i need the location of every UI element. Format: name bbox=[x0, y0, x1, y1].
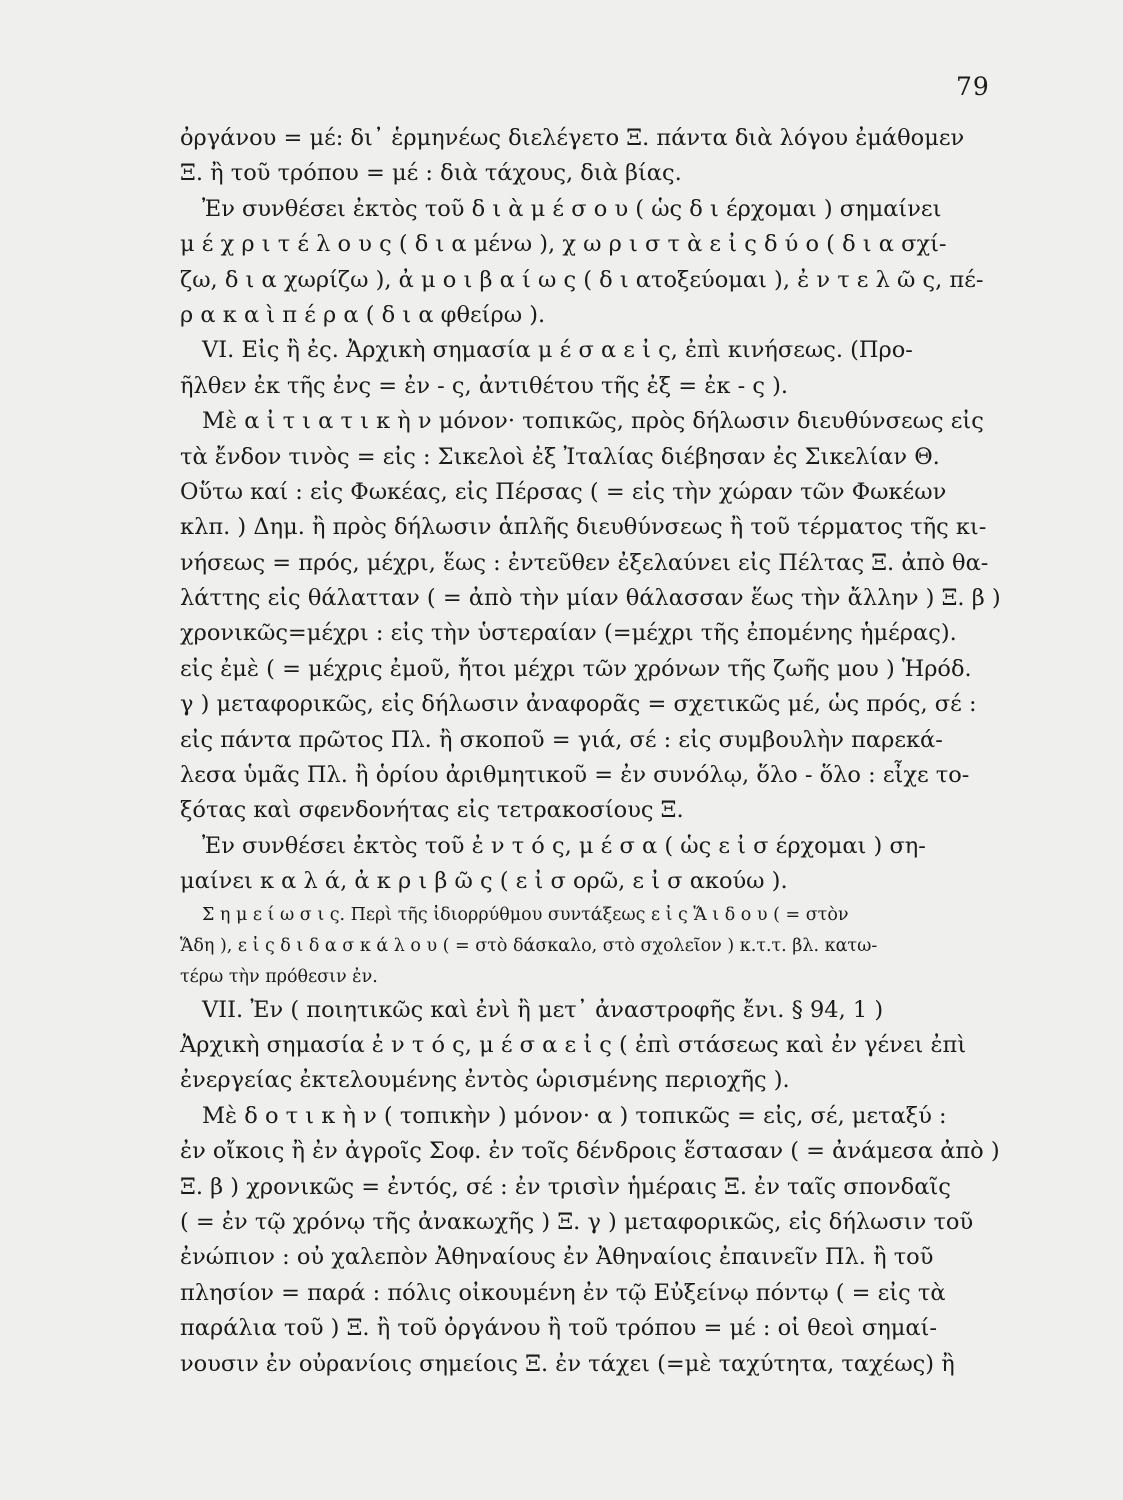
body-text bbox=[180, 121, 1001, 1382]
text-line: νουσιν ἐν οὐρανίοις σημείοις Ξ. ἐν τάχει (=μὲ ταχύτητα, ταχέως) ἢ bbox=[180, 1350, 955, 1377]
text-line: Ἐν συνθέσει ἐκτὸς τοῦ ἐ ν τ ό ς, μ έ σ α ( ὡς ε ἰ σ έρχομαι ) ση- bbox=[202, 832, 926, 859]
text-line: γ ) μεταφορικῶς, εἰς δήλωσιν ἀναφορᾶς = σχετικῶς μέ, ὡς πρός, σέ : bbox=[180, 691, 977, 718]
text-line: εἰς πάντα πρῶτος Πλ. ἢ σκοποῦ = γιά, σέ : εἰς συμβουλὴν παρεκά- bbox=[180, 726, 943, 753]
text-line: Μὲ δ ο τ ι κ ὴ ν ( τοπικὴν ) μόνον· α ) τοπικῶς = εἰς, σέ, μεταξύ : bbox=[202, 1102, 947, 1129]
text-line: Ξ. β ) χρονικῶς = ἐντός, σέ : ἐν τρισὶν ἡμέραις Ξ. ἐν ταῖς σπονδαῖς bbox=[180, 1173, 951, 1200]
text-line: πλησίον = παρά : πόλις οἰκουμένη ἐν τῷ Εὐξείνῳ πόντῳ ( = εἰς τὰ bbox=[180, 1279, 946, 1306]
text-line: Ἀρχικὴ σημασία ἐ ν τ ό ς, μ έ σ α ε ἰ ς ( ἐπὶ στάσεως καὶ ἐν γένει ἐπὶ bbox=[180, 1031, 967, 1058]
text-line: ἐνώπιον : οὐ χαλεπὸν Ἀθηναίους ἐν Ἀθηναίοις ἐπαινεῖν Πλ. ἢ τοῦ bbox=[180, 1244, 934, 1271]
text-line: Ξ. ἢ τοῦ τρόπου = μέ : διὰ τάχους, διὰ βίας. bbox=[180, 160, 682, 187]
text-line: λεσα ὑμᾶς Πλ. ἢ ὁρίου ἀριθμητικοῦ = ἐν συνόλῳ, ὅλο - ὅλο : εἶχε το- bbox=[180, 762, 970, 789]
text-line: ( = ἐν τῷ χρόνῳ τῆς ἀνακωχῆς ) Ξ. γ ) μεταφορικῶς, εἰς δήλωσιν τοῦ bbox=[180, 1208, 974, 1235]
text-line: τὰ ἔνδον τινὸς = εἰς : Σικελοὶ ἐξ Ἰταλίας διέβησαν ἐς Σικελίαν Θ. bbox=[180, 443, 940, 470]
text-line: λάττης εἰς θάλατταν ( = ἀπὸ τὴν μίαν θάλασσαν ἕως τὴν ἄλλην ) Ξ. β ) bbox=[180, 585, 1001, 612]
text-line: ἐνεργείας ἐκτελουμένης ἐντὸς ὡρισμένης περιοχῆς ). bbox=[180, 1067, 790, 1094]
text-line: ρ α κ α ὶ π έ ρ α ( δ ι α φθείρω ). bbox=[180, 301, 546, 328]
text-line: ῆλθεν ἐκ τῆς ἐνς = ἐν - ς, ἀντιθέτου τῆς ἐξ = ἐκ - ς ). bbox=[180, 372, 789, 399]
text-line: ὀργάνου = μέ: δι᾽ ἑρμηνέως διελέγετο Ξ. πάντα διὰ λόγου ἐμάθομεν bbox=[180, 125, 965, 151]
text-line: εἰς ἐμὲ ( = μέχρις ἐμοῦ, ἤτοι μέχρι τῶν χρόνων τῆς ζωῆς μου ) Ἡρόδ. bbox=[180, 655, 972, 682]
note-line: Ἅδη ), ε ἰ ς δ ι δ α σ κ ά λ ο υ ( = στὸ δάσκαλο, στὸ σχολεῖον ) κ.τ.τ. βλ. κατω- bbox=[180, 935, 878, 956]
text-line: νήσεως = πρός, μέχρι, ἕως : ἐντεῦθεν ἐξελαύνει εἰς Πέλτας Ξ. ἀπὸ θα- bbox=[180, 549, 989, 576]
text-line: μ έ χ ρ ι τ έ λ ο υ ς ( δ ι α μένω ), χ ω ρ ι σ τ ὰ ε ἰ ς δ ύ ο ( δ ι α σχί- bbox=[180, 231, 947, 258]
section-heading-vi: VI. Εἰς ἢ ἐς. Ἀρχικὴ σημασία μ έ σ α ε ἰ ς, ἐπὶ κινήσεως. (Προ- bbox=[202, 337, 913, 364]
text-line: παράλια τοῦ ) Ξ. ἢ τοῦ ὀργάνου ἢ τοῦ τρόπου = μέ : οἱ θεοὶ σημαί- bbox=[180, 1315, 937, 1342]
section-heading-vii: VII. Ἐν ( ποιητικῶς καὶ ἐνὶ ἢ μετ᾽ ἀναστροφῆς ἔνι. § 94, 1 ) bbox=[202, 996, 884, 1023]
text-line: Οὕτω καί : εἰς Φωκέας, εἰς Πέρσας ( = εἰς τὴν χώραν τῶν Φωκέων bbox=[180, 478, 947, 505]
page-number: 79 bbox=[956, 72, 990, 101]
text-line: ἐν οἴκοις ἢ ἐν ἀγροῖς Σοφ. ἐν τοῖς δένδροις ἕστασαν ( = ἀνάμεσα ἀπὸ ) bbox=[180, 1138, 1000, 1165]
text-line: ζω, δ ι α χωρίζω ), ἀ μ ο ι β α ί ω ς ( δ ι ατοξεύομαι ), ἐ ν τ ε λ ῶ ς, πέ- bbox=[180, 266, 984, 293]
text-line: κλπ. ) Δημ. ἢ πρὸς δήλωσιν ἁπλῆς διευθύνσεως ἢ τοῦ τέρματος τῆς κι- bbox=[180, 514, 987, 541]
note-line: Σ η μ ε ί ω σ ι ς. Περὶ τῆς ἰδιορρύθμου συντάξεως ε ἰ ς Ἅ ι δ ο υ ( = στὸν bbox=[202, 904, 849, 925]
text-line: μαίνει κ α λ ά, ἀ κ ρ ι β ῶ ς ( ε ἰ σ ορῶ, ε ἰ σ ακούω ). bbox=[180, 868, 788, 895]
text-line: Μὲ α ἰ τ ι α τ ι κ ὴ ν μόνον· τοπικῶς, πρὸς δήλωσιν διευθύνσεως εἰς bbox=[202, 408, 984, 435]
note-line: τέρω τὴν πρόθεσιν ἐν. bbox=[180, 966, 378, 987]
text-line: Ἐν συνθέσει ἐκτὸς τοῦ δ ι ὰ μ έ σ ο υ ( ὡς δ ι έρχομαι ) σημαίνει bbox=[202, 195, 942, 222]
text-line: ξότας καὶ σφενδονήτας εἰς τετρακοσίους Ξ. bbox=[180, 797, 684, 824]
text-line: χρονικῶς=μέχρι : εἰς τὴν ὑστεραίαν (=μέχρι τῆς ἐπομένης ἡμέρας). bbox=[180, 620, 957, 647]
